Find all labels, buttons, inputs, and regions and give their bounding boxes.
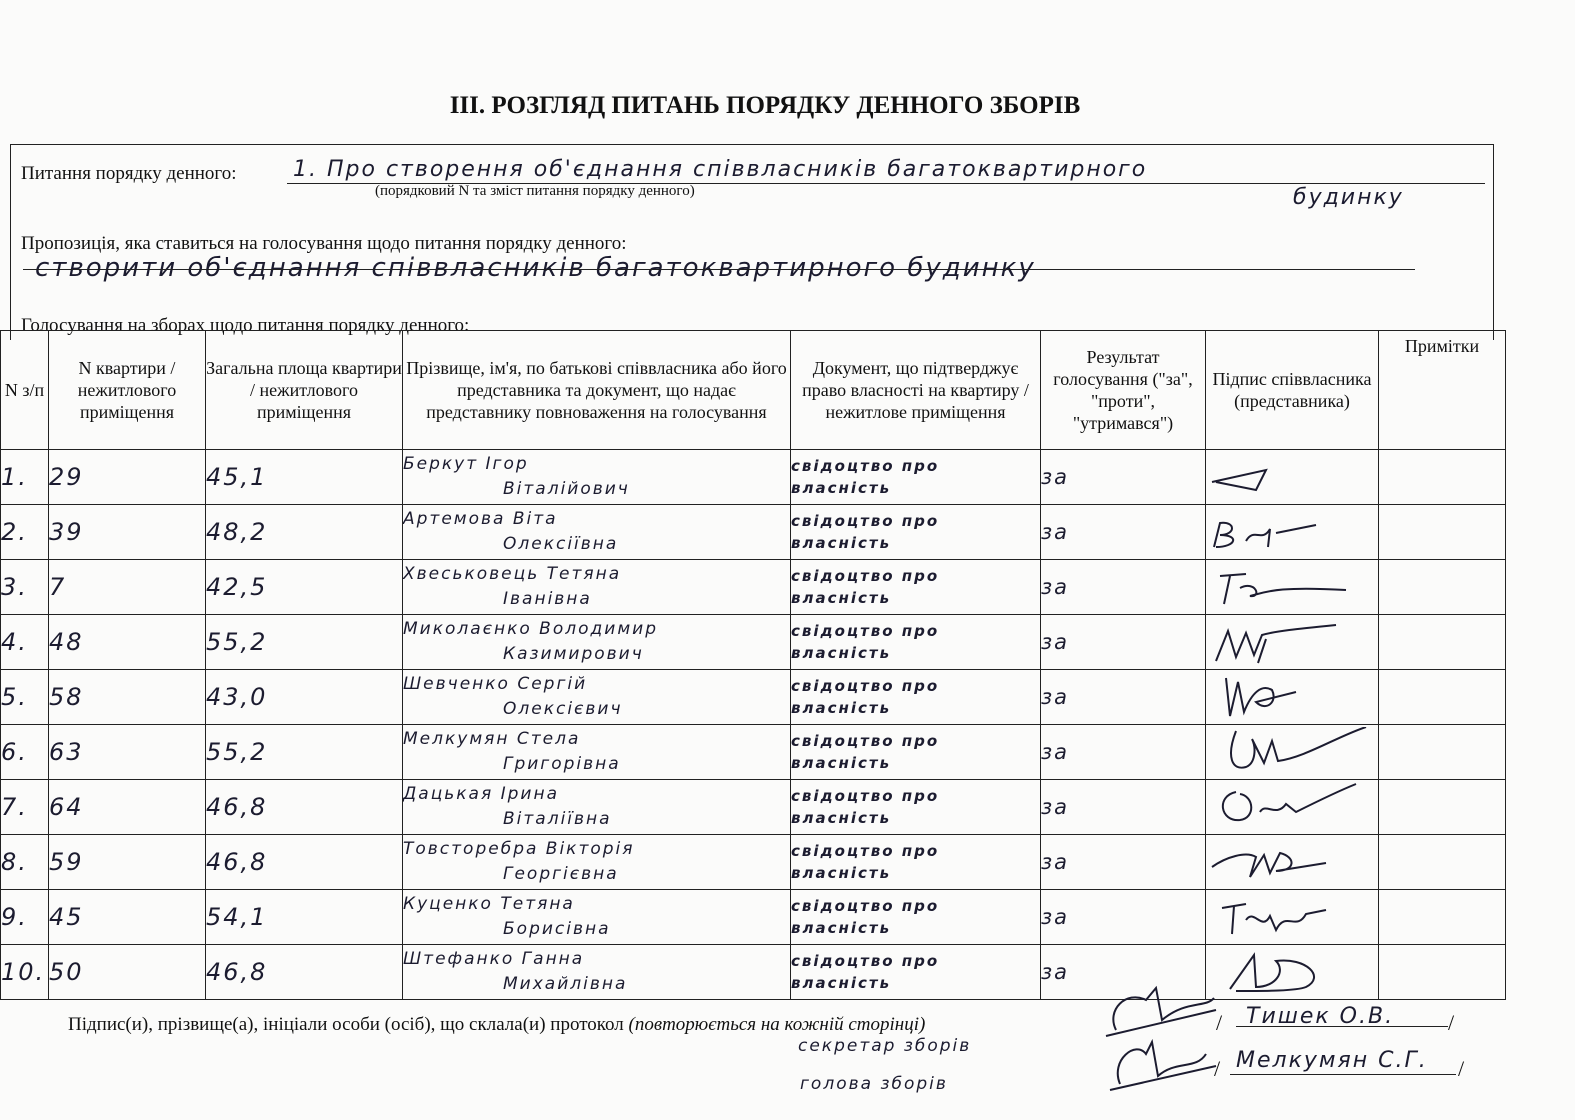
doc-line2: власність — [791, 699, 892, 717]
doc-line1: свідоцтво про — [791, 457, 940, 475]
row-apartment: 7 — [49, 560, 206, 615]
slash-left-1: / — [1216, 1010, 1223, 1035]
row-result: за — [1041, 780, 1206, 835]
doc-line2: власність — [791, 479, 892, 497]
signature-mark — [1206, 892, 1376, 942]
row-document — [791, 560, 1041, 615]
row-result: за — [1041, 450, 1206, 505]
header-area: Загальна площа квартири / нежитлового приміщення — [206, 331, 403, 450]
row-apartment: 29 — [49, 450, 206, 505]
row-notes — [1379, 945, 1506, 1000]
doc-line2: власність — [791, 864, 892, 882]
row-area: 43,0 — [206, 670, 403, 725]
row-notes — [1379, 615, 1506, 670]
doc-line1: свідоцтво про — [791, 842, 940, 860]
row-area: 45,1 — [206, 450, 403, 505]
row-name — [403, 670, 791, 725]
row-notes — [1379, 505, 1506, 560]
name-line2: Віталіївна — [503, 809, 612, 829]
row-signature — [1206, 780, 1379, 835]
row-signature — [1206, 505, 1379, 560]
row-num: 2. — [1, 505, 49, 560]
row-notes — [1379, 560, 1506, 615]
name-line2: Іванівна — [503, 589, 592, 609]
row-document — [791, 450, 1041, 505]
footer-label — [68, 1014, 925, 1036]
header-name: Прізвище, ім'я, по батькові співвласника або його представника та документ, що надає представнику повноваження на голосування — [403, 331, 791, 450]
row-apartment: 59 — [49, 835, 206, 890]
row-area: 46,8 — [206, 835, 403, 890]
name-line2: Григорівна — [503, 754, 621, 774]
row-signature — [1206, 670, 1379, 725]
chair-role: голова зборів — [800, 1074, 948, 1094]
row-notes — [1379, 835, 1506, 890]
row-signature — [1206, 945, 1379, 1000]
row-result: за — [1041, 945, 1206, 1000]
header-notes: Примітки — [1379, 331, 1506, 450]
doc-line1: свідоцтво про — [791, 512, 940, 530]
row-signature — [1206, 615, 1379, 670]
doc-line2: власність — [791, 644, 892, 662]
table-row — [1, 835, 1506, 890]
row-signature — [1206, 560, 1379, 615]
name-line2: Віталійович — [503, 479, 630, 499]
footer-label-italic: (повторюється на кожній сторінці) — [628, 1014, 926, 1035]
row-notes — [1379, 780, 1506, 835]
signature-mark — [1206, 727, 1376, 777]
row-apartment: 58 — [49, 670, 206, 725]
row-result: за — [1041, 670, 1206, 725]
row-document — [791, 945, 1041, 1000]
secretary-role: секретар зборів — [798, 1036, 972, 1056]
row-signature — [1206, 835, 1379, 890]
table-row — [1, 890, 1506, 945]
signature-mark — [1206, 507, 1376, 557]
doc-line1: свідоцтво про — [791, 622, 940, 640]
footer-label-text: Підпис(и), прізвище(а), ініціали особи (осіб), що склала(и) протокол — [68, 1014, 624, 1035]
row-area: 55,2 — [206, 615, 403, 670]
name-line1: Штефанко Ганна — [403, 949, 585, 969]
protocol-signatures — [1096, 980, 1226, 1100]
row-num: 10. — [1, 945, 49, 1000]
row-area: 42,5 — [206, 560, 403, 615]
doc-line1: свідоцтво про — [791, 787, 940, 805]
table-row — [1, 725, 1506, 780]
name-line2: Олексіївна — [503, 534, 619, 554]
header-document: Документ, що підтверджує право власності на квартиру / нежитлове приміщення — [791, 331, 1041, 450]
row-document — [791, 670, 1041, 725]
agenda-box — [10, 144, 1494, 340]
row-apartment: 48 — [49, 615, 206, 670]
voting-label: Голосування на зборах щодо питання порядку денного: — [21, 315, 470, 336]
row-area: 48,2 — [206, 505, 403, 560]
signature-mark — [1206, 672, 1376, 722]
name-line1: Дацькая Ірина — [403, 784, 559, 804]
chair-underline — [1230, 1074, 1456, 1075]
table-row — [1, 560, 1506, 615]
name-line1: Шевченко Сергій — [403, 674, 588, 694]
row-signature — [1206, 890, 1379, 945]
name-line1: Куценко Тетяна — [403, 894, 575, 914]
table-row — [1, 450, 1506, 505]
doc-line2: власність — [791, 809, 892, 827]
row-apartment: 39 — [49, 505, 206, 560]
name-line1: Товсторебра Вікторія — [403, 839, 635, 859]
doc-line1: свідоцтво про — [791, 952, 940, 970]
row-name — [403, 450, 791, 505]
row-result: за — [1041, 505, 1206, 560]
header-result: Результат голосування ("за", "проти", "утримався") — [1041, 331, 1206, 450]
doc-line1: свідоцтво про — [791, 677, 940, 695]
table-row — [1, 670, 1506, 725]
row-area: 46,8 — [206, 780, 403, 835]
slash-right-1: / — [1448, 1010, 1455, 1035]
signature-mark — [1206, 562, 1376, 612]
proposal-label: Пропозиція, яка ставиться на голосування щодо питання порядку денного: — [21, 233, 627, 254]
header-apartment: N квартири / нежитлового приміщення — [49, 331, 206, 450]
row-apartment: 63 — [49, 725, 206, 780]
row-apartment: 45 — [49, 890, 206, 945]
agenda-value-cont: будинку — [1293, 185, 1404, 210]
name-line1: Миколаєнко Володимир — [403, 619, 658, 639]
row-num: 7. — [1, 780, 49, 835]
name-line1: Беркут Ігор — [403, 454, 529, 474]
name-line2: Борисівна — [503, 919, 611, 939]
voting-table — [0, 330, 1506, 1000]
row-notes — [1379, 450, 1506, 505]
signature-mark — [1206, 837, 1376, 887]
row-area: 46,8 — [206, 945, 403, 1000]
name-line1: Артемова Віта — [403, 509, 558, 529]
row-document — [791, 780, 1041, 835]
chair-name: Мелкумян С.Г. — [1236, 1048, 1428, 1073]
agenda-value: 1. Про створення об'єднання співвласників багатоквартирного — [293, 157, 1148, 182]
secretary-name: Тишек О.В. — [1246, 1004, 1395, 1029]
row-name — [403, 505, 791, 560]
table-row — [1, 780, 1506, 835]
doc-line2: власність — [791, 974, 892, 992]
row-document — [791, 890, 1041, 945]
row-name — [403, 890, 791, 945]
row-notes — [1379, 670, 1506, 725]
agenda-hint: (порядковий N та зміст питання порядку денного) — [375, 183, 695, 199]
name-line1: Мелкумян Стела — [403, 729, 581, 749]
row-name — [403, 945, 791, 1000]
row-num: 5. — [1, 670, 49, 725]
row-document — [791, 835, 1041, 890]
row-notes — [1379, 725, 1506, 780]
secretary-underline — [1236, 1026, 1448, 1027]
name-line2: Олексієвич — [503, 699, 623, 719]
row-notes — [1379, 890, 1506, 945]
row-result: за — [1041, 725, 1206, 780]
row-signature — [1206, 450, 1379, 505]
row-num: 4. — [1, 615, 49, 670]
row-name — [403, 780, 791, 835]
slash-left-2: / — [1214, 1056, 1221, 1081]
table-row — [1, 505, 1506, 560]
row-result: за — [1041, 615, 1206, 670]
name-line2: Михайлівна — [503, 974, 628, 994]
row-area: 55,2 — [206, 725, 403, 780]
row-result: за — [1041, 560, 1206, 615]
row-num: 9. — [1, 890, 49, 945]
name-line2: Казимирович — [503, 644, 644, 664]
doc-line1: свідоцтво про — [791, 897, 940, 915]
row-name — [403, 725, 791, 780]
row-name — [403, 560, 791, 615]
page-title: III. РОЗГЛЯД ПИТАНЬ ПОРЯДКУ ДЕННОГО ЗБОРІВ — [449, 92, 1081, 119]
signature-mark — [1206, 782, 1376, 832]
header-signature: Підпис співвласника (представника) — [1206, 331, 1379, 450]
row-apartment: 50 — [49, 945, 206, 1000]
table-row — [1, 615, 1506, 670]
row-num: 8. — [1, 835, 49, 890]
proposal-underline — [23, 269, 1415, 270]
table-header-row — [1, 331, 1506, 450]
agenda-label: Питання порядку денного: — [21, 163, 237, 184]
row-result: за — [1041, 835, 1206, 890]
row-name — [403, 835, 791, 890]
row-apartment: 64 — [49, 780, 206, 835]
name-line2: Георгієвна — [503, 864, 619, 884]
row-document — [791, 505, 1041, 560]
row-document — [791, 615, 1041, 670]
proposal-value: створити об'єднання співвласників багатоквартирного будинку — [35, 253, 1036, 283]
signature-mark — [1206, 947, 1376, 997]
doc-line2: власність — [791, 589, 892, 607]
row-num: 6. — [1, 725, 49, 780]
table-row — [1, 945, 1506, 1000]
name-line1: Хвеськовець Тетяна — [403, 564, 622, 584]
signature-mark — [1206, 452, 1376, 502]
header-num: N з/п — [1, 331, 49, 450]
row-name — [403, 615, 791, 670]
doc-line2: власність — [791, 534, 892, 552]
slash-right-2: / — [1458, 1056, 1465, 1081]
row-result: за — [1041, 890, 1206, 945]
signature-mark — [1206, 617, 1376, 667]
row-signature — [1206, 725, 1379, 780]
doc-line2: власність — [791, 919, 892, 937]
row-num: 1. — [1, 450, 49, 505]
row-area: 54,1 — [206, 890, 403, 945]
doc-line2: власність — [791, 754, 892, 772]
doc-line1: свідоцтво про — [791, 567, 940, 585]
row-num: 3. — [1, 560, 49, 615]
row-document — [791, 725, 1041, 780]
doc-line1: свідоцтво про — [791, 732, 940, 750]
